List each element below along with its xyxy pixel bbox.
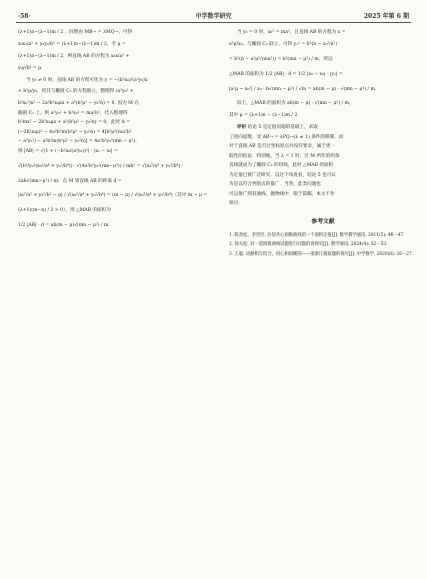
math-line: |x₀²/a² + y₀²/b² − μ| / √(x₀²/a⁴ + y₀²/b⁴) = (m − μ) / √(x₀²/a⁴ + y₀²/b⁴)（其中 m − μ =: [18, 193, 208, 199]
comment-line: 为定值已被广泛研究．以这个角度看，结论 5 也可认: [229, 172, 336, 178]
comment-line: 结论 5 是定值问题的基础上，求取: [247, 125, 318, 131]
math-line: − a²y₀²) − a²b²m(b²μ² − y₀²n)] = 4a²b²y₀²(mn − μ²)，: [18, 139, 140, 145]
math-line: (−2b²x₀μ)² − 4a²b²m(b²μ² − y₀²n) = 4[b²μ²(ma²b²: [18, 129, 132, 135]
math-line: 其中 μ = (λ+1)n − (λ−1)m / 2．: [229, 113, 303, 119]
comment-line: 可以推广到双曲线、抛物线中，限于篇幅，本文不作: [229, 191, 335, 197]
math-line: 当 y₀ ≠ 0 时，直线 AB 的方程可化为 y = −(b²x₀)/(a²y₀)x: [26, 77, 148, 83]
page-number: ·58·: [18, 13, 31, 20]
reference-item: 1. 陈劲松，李世臣. 位似共心圆锥曲线的一个面积定值[J]. 数学教学通讯, 2011(5): 46－47.: [229, 232, 405, 238]
math-line: √(b²/y₀²(x₀²/a⁴ + y₀²/b⁴)) · √(4a²b²y₀²(mn−μ²)) / mb² = √(x₀²/a⁴ + y₀²/b⁴) ·: [18, 163, 184, 169]
issue-label: 2025 年第 6 期: [363, 13, 409, 20]
math-line: △MAB 的面积为 1/2 |AB| · d = 1/2 |x₀ − x₀| · |y₁| =: [229, 71, 343, 77]
reference-item: 3. 王聪. 动静相互结合，同心相似椭圆——道浙江模拟题的探究[J]. 中学数学, 2020(8): 26－27.: [229, 251, 414, 257]
math-line: (λ+1)n−(λ−1)m / 2 ．同理由 MB→ = λMQ→，可得: [18, 30, 133, 35]
left-column: [18, 30, 206, 235]
header-rule: [16, 22, 411, 23]
math-line: 2ab√(mn−μ²) / m．点 M 到直线 AB 的距离 d =: [18, 178, 122, 184]
comment-line: 对于直线 AB 是否过坐标原点并没有要求，属于更一: [229, 144, 336, 150]
math-line: 则 |AB| = √(1 + (−b²x₀/(a²y₀))²) · |x₁ − x₂| =: [18, 148, 118, 154]
math-line: a²μ/x₀，与椭圆 C₂ 联立，可得 y₁² = b²(n − x₀²/a²): [229, 41, 338, 47]
math-line: + b²μ/y₀，将其与椭圆 C₂ 的方程联立，整理得 (a²y₀² +: [18, 89, 134, 95]
comment-label: 评析: [237, 125, 247, 131]
math-line: y₀y/b² = μ.: [18, 65, 43, 71]
math-line: (λ+1)n−(λ−1)m / 2，则直线 AB 的方程为 x₀x/a² +: [18, 53, 130, 59]
right-column: [229, 30, 417, 261]
math-line: = b²(n − a²μ²/(ma²)) = b²(mn − μ²) / m，所以: [229, 56, 333, 62]
math-line: 1/2 |AB| · d = ab(m − μ)√(mn − μ²) / m．: [18, 223, 113, 229]
math-line: 当 y₀ = 0 时，x₀² = ma²，且直线 AB 的方程为 x =: [237, 30, 346, 35]
math-line: 综上，△MAB 的面积为 ab(m − μ) · √(mn − μ²) / m，: [237, 101, 354, 107]
math-line: b²mx² − 2b²x₀μx + a²(b²μ² − y₀²n) = 0，此时 Δ =: [18, 120, 131, 126]
math-line: |a²μ − x₀²| / x₀ · b√(mn − μ²) / √m = ab(m − μ) · √(mn − μ²) / m．: [229, 86, 380, 92]
math-line: (λ+1)(m−n) / 2 > 0），则 △MAB 的面积为: [18, 208, 111, 214]
references-title: 参考文献: [311, 219, 335, 225]
reference-item: 2. 徐关松. 对一道圆锥曲线试题进行问题的再探究[J]. 数学通讯, 2024(4): 52－53.: [229, 242, 388, 248]
comment-line: 为是以符合判别式的推广．当然，此类问题也: [229, 182, 321, 188]
math-line: b²x₀²)x² − 2a²b²x₀μx + a⁴(b²μ² − y₀²n) = 0. 因为 M 在: [18, 101, 139, 107]
comment-line: 直线就成为了椭圆 C₂ 的切线，此时 △MAB 的面积: [229, 163, 334, 169]
comment-paragraph-start: [229, 125, 417, 132]
comment-line: 探讨．: [229, 201, 243, 207]
math-line: 椭圆 C₁ 上，则 a²y₀² + b²x₀² = ma²b²，代入整理得: [18, 110, 128, 116]
comment-line: 了逆向思维，受 AB→ = λPQ→(λ ≠ 1) 条件的限制，而: [229, 134, 344, 140]
comment-line: 般性的结论．特别地，当 λ = 1 时，过 M 所作的两条: [229, 153, 340, 159]
math-line: x₀x₂/a² + y₀y₂/b² = (λ+1)n−(λ−1)m / 2，令 μ =: [18, 41, 126, 47]
journal-title: 中学数学研究: [195, 13, 232, 20]
